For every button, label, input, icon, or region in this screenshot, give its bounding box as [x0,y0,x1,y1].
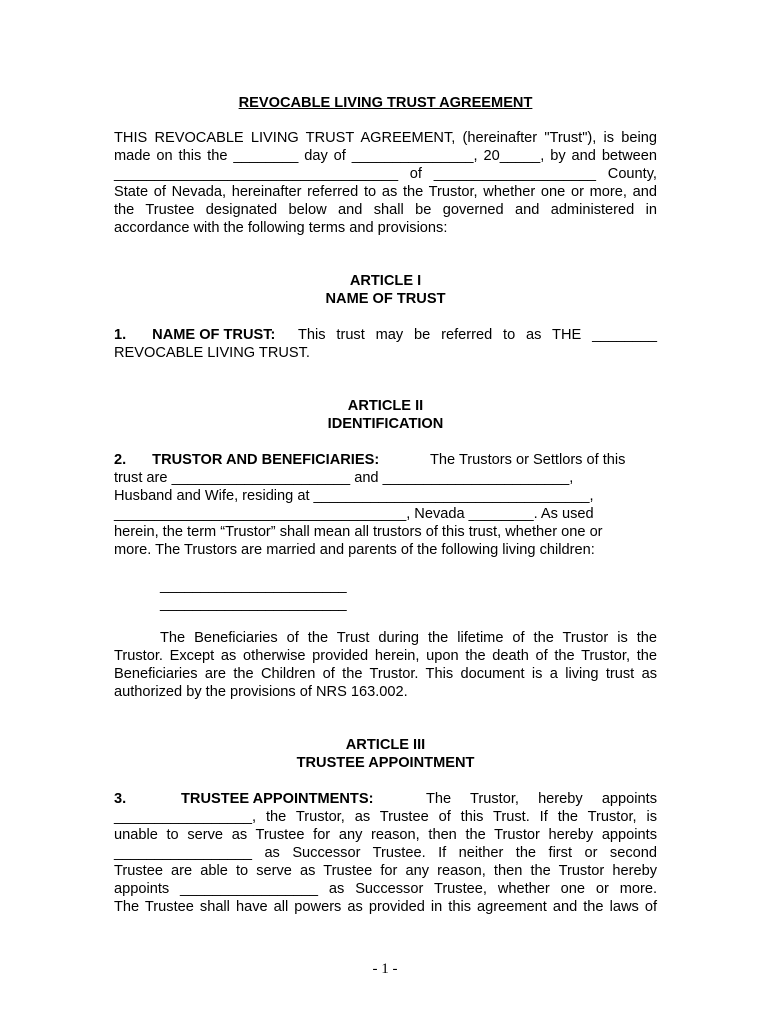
child-blank-2: _______________________ [160,596,347,612]
section-3-line-5: Trustee are able to serve as Trustee for any reason, then the Trustor hereby [114,863,657,879]
trust-name-blank: ________ [592,327,657,343]
beneficiaries-line-2: Trustor. Except as otherwise provided herein, upon the death of the Trustor, the [114,648,657,664]
intro-line-1: THIS REVOCABLE LIVING TRUST AGREEMENT, (hereinafter "Trust"), is being [114,130,657,146]
section-3-line-3: unable to serve as Trustee for any reason, then the Trustor hereby appoints [114,827,657,843]
section-2-line-4: ____________________________________, Nevada ________. As used [114,506,594,522]
intro-line-2: made on this the ________ day of _______________, 20_____, by and between [114,148,657,164]
section-2-line-3: Husband and Wife, residing at __________________________________, [114,488,594,504]
section-1-text-content: This trust may be referred to as THE [298,327,582,343]
section-2-title: TRUSTOR AND BENEFICIARIES: [152,452,380,468]
section-3-line-7: The Trustee shall have all powers as provided in this agreement and the laws of [114,899,657,915]
section-2-number: 2. [114,452,127,468]
intro-line-5: the Trustee designated below and shall be governed and administered in [114,202,657,218]
section-1-text [298,326,657,344]
section-2-line-2: trust are ______________________ and _______________________, [114,470,574,486]
section-2-line-1 [114,451,626,469]
section-3-line-6: appoints _________________ as Successor Trustee, whether one or more. [114,881,657,897]
article-1-subheading: NAME OF TRUST [325,291,446,307]
section-3-number: 3. [114,791,127,807]
section-1-line-1 [114,326,657,344]
page-number: - 1 - [372,961,398,977]
section-2-text: The Trustors or Settlors of this [430,452,626,468]
document-title: REVOCABLE LIVING TRUST AGREEMENT [238,95,533,111]
section-3-title: TRUSTEE APPOINTMENTS: [181,791,374,807]
beneficiaries-line-3: Beneficiaries are the Children of the Trustor. This document is a living trust as [114,666,657,682]
section-2-line-5: herein, the term “Trustor” shall mean all trustors of this trust, whether one or [114,524,603,540]
section-3-line-2: _________________, the Trustor, as Trustee of this Trust. If the Trustor, is [114,809,657,825]
intro-line-3: ___________________________________ of ____________________ County, [114,166,657,182]
article-3-heading: ARTICLE III [345,737,426,753]
article-1-heading: ARTICLE I [349,273,422,289]
section-3-line-4: _________________ as Successor Trustee. If neither the first or second [114,845,657,861]
intro-line-4: State of Nevada, hereinafter referred to as the Trustor, whether one or more, and [114,184,657,200]
article-2-heading: ARTICLE II [347,398,424,414]
section-1-title: NAME OF TRUST: [152,327,276,343]
article-3-subheading: TRUSTEE APPOINTMENT [296,755,475,771]
section-1-line-2: REVOCABLE LIVING TRUST. [114,345,310,361]
section-3-line-1 [114,790,657,808]
child-blank-1: _______________________ [160,578,347,594]
article-2-subheading: IDENTIFICATION [327,416,444,432]
section-1-number: 1. [114,327,127,343]
intro-line-6: accordance with the following terms and provisions: [114,220,448,236]
section-3-text: The Trustor, hereby appoints [426,791,657,807]
beneficiaries-line-4: authorized by the provisions of NRS 163.002. [114,684,408,700]
beneficiaries-line-1: The Beneficiaries of the Trust during the lifetime of the Trustor is the [160,630,657,646]
section-2-line-6: more. The Trustors are married and parents of the following living children: [114,542,595,558]
